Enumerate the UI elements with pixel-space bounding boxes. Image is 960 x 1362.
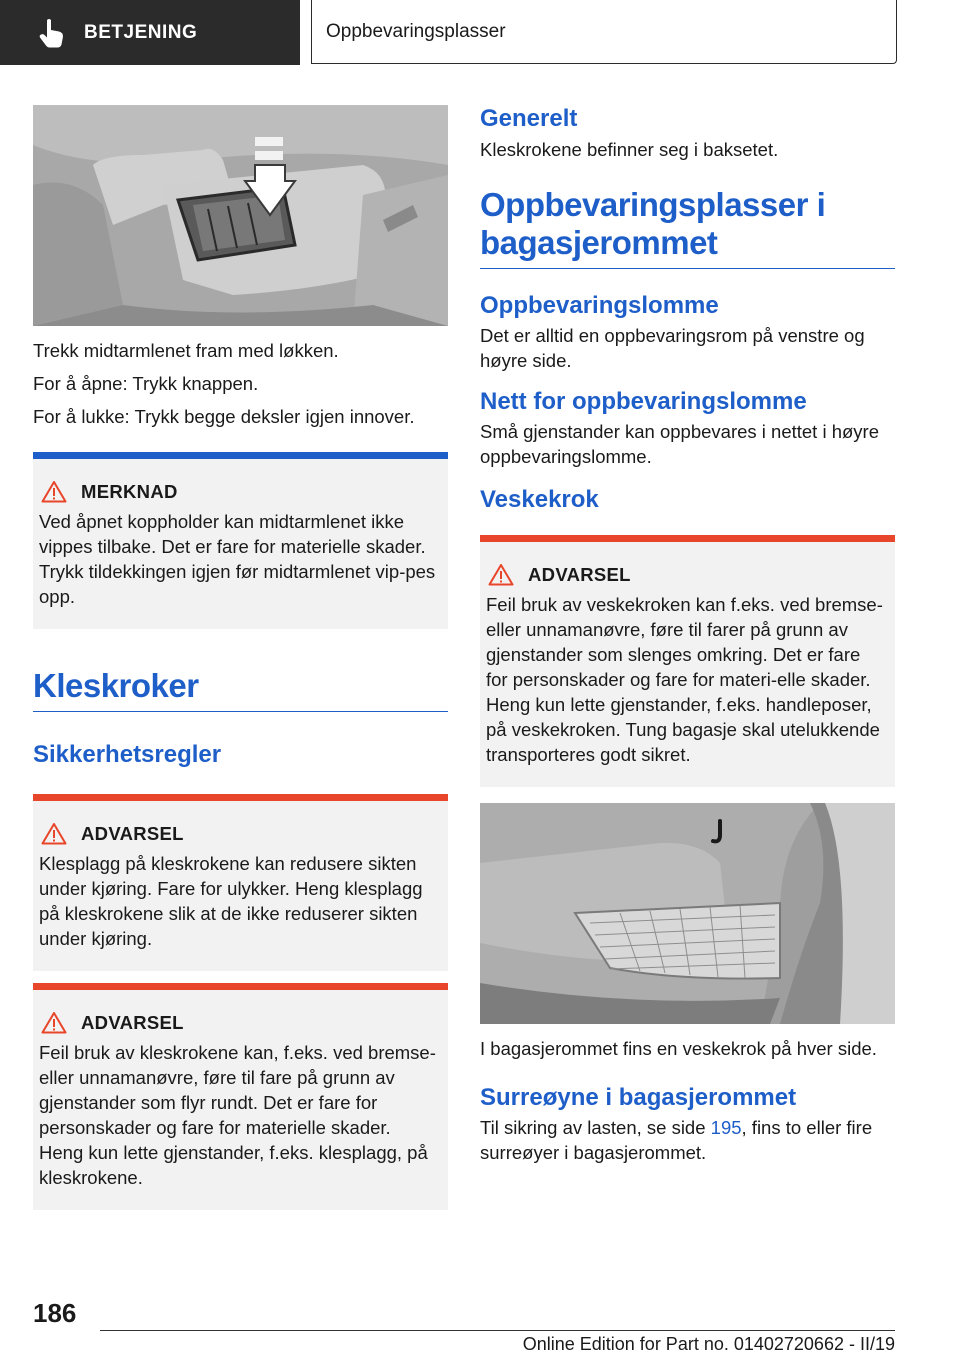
instruction-1: Trekk midtarmlenet fram med løkken.	[33, 340, 339, 361]
warning-veske-text: Feil bruk av veskekroken kan f.eks. ved bremse- eller unnamanøvre, føre til farer på grunn av gjenstander som slenges omkring. Det er fare for personskader og fare for materi-elle skader. Heng kun lette gjenstander, f.eks. handleposer, på veskekroken. Tung bagasje skal utelukkende transporteres godt sikret.	[486, 594, 883, 765]
heading-oppbevaringslomme: Oppbevaringslomme	[480, 292, 719, 319]
hand-pointer-icon	[38, 18, 66, 48]
subheading-sikkerhetsregler: Sikkerhetsregler	[33, 741, 222, 768]
warning-veske-title: ADVARSEL	[528, 563, 631, 585]
veske-caption: I bagasjerommet fins en veskekrok på hver side.	[480, 1038, 877, 1059]
surre-text-part: , fins to eller fire surreøyer i bagasjerommet.	[480, 1117, 873, 1163]
surre-text-part: Til sikring av lasten, se side	[480, 1117, 711, 1138]
chapter-header	[311, 0, 897, 64]
nett-text: Små gjenstander kan oppbevares i nettet i høyre oppbevaringslomme.	[480, 421, 880, 467]
warning-box-1	[33, 794, 448, 971]
note-box	[33, 452, 448, 629]
surre-text	[480, 1115, 895, 1165]
chapter-title: Oppbevaringsplasser	[326, 20, 506, 42]
warning-triangle-icon	[41, 822, 67, 845]
section-label: BETJENING	[84, 21, 198, 43]
heading-oppbevaringsplasser-bagasjerommet: Oppbevaringsplasser i bagasjerommet	[480, 186, 826, 261]
heading-nett: Nett for oppbevaringslomme	[480, 388, 807, 415]
heading-veskekrok: Veskekrok	[480, 486, 599, 513]
warning-triangle-icon	[41, 1011, 67, 1034]
edition-text: Online Edition for Part no. 01402720662 - II/19	[522, 1334, 895, 1354]
lomme-text: Det er alltid en oppbevaringsrom på venstre og høyre side.	[480, 325, 865, 371]
page-link-195[interactable]: 195	[710, 1117, 742, 1138]
left-column	[33, 105, 448, 1210]
instruction-2: For å åpne: Trykk knappen.	[33, 373, 259, 394]
heading-generelt: Generelt	[480, 105, 578, 132]
instruction-3: For å lukke: Trykk begge deksler igjen innover.	[33, 406, 415, 427]
warning-1-text: Klesplagg på kleskrokene kan redusere sikten under kjøring. Fare for ulykker. Heng klesplagg på kleskrokene slik at de ikke reduserer sikten under kjøring.	[39, 853, 423, 949]
warning-2-title: ADVARSEL	[81, 1011, 184, 1033]
warning-triangle-icon	[488, 563, 514, 586]
armrest-photo	[33, 105, 448, 326]
warning-box-2	[33, 983, 448, 1210]
warning-2-text: Feil bruk av kleskrokene kan, f.eks. ved bremse- eller unnamanøvre, føre til fare på grunn av gjenstander som flyr rundt. Det er fare for personskader og fare for materielle skader. Heng kun lette gjenstander, f.eks. klesplagg, på kleskrokene.	[39, 1042, 436, 1188]
footer-rule	[100, 1330, 895, 1331]
right-column	[480, 105, 895, 1165]
warning-1-title: ADVARSEL	[81, 822, 184, 844]
warning-triangle-icon	[41, 480, 67, 503]
heading-kleskroker: Kleskroker	[33, 667, 199, 704]
page-number: 186	[33, 1298, 77, 1328]
heading-surreoyne: Surreøyne i bagasjerommet	[480, 1084, 797, 1111]
warning-box-veskekrok	[480, 535, 895, 787]
note-text: Ved åpnet koppholder kan midtarmlenet ikke vippes tilbake. Det er fare for materielle skader. Trykk tildekkingen igjen før midtarmlenet vip-pes opp.	[39, 511, 436, 607]
trunk-photo	[480, 803, 895, 1024]
generelt-text: Kleskrokene befinner seg i baksetet.	[480, 139, 779, 160]
note-title: MERKNAD	[81, 480, 178, 502]
section-tab	[0, 0, 300, 65]
